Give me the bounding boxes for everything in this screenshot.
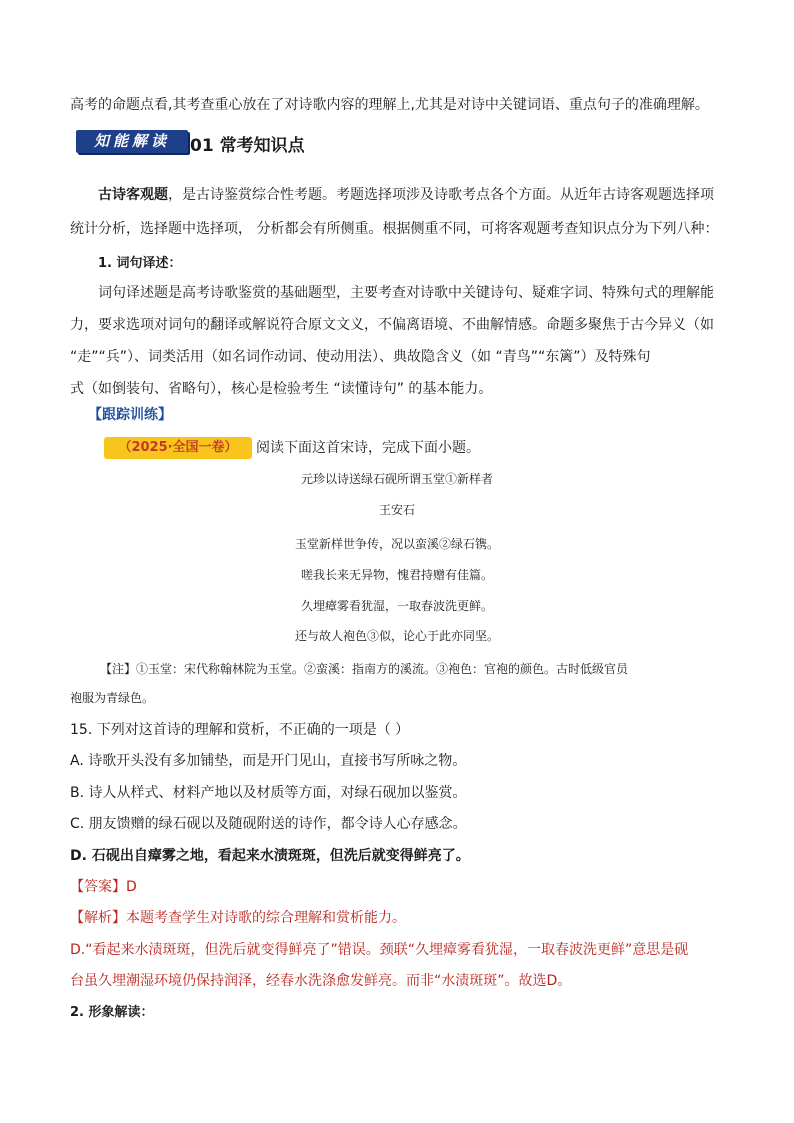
poem-line: 嗟我长来无异物，愧君持赠有佳篇。: [300, 568, 493, 582]
point1-line: 力，要求选项对词句的翻译或解说符合原文文义，不偏离语境、不曲解情感。命题多聚焦于古今异义（如: [70, 317, 714, 333]
answer-label: 【答案】: [70, 879, 126, 895]
source-tag: （2025·全国一卷）: [104, 437, 252, 459]
analysis-line2: 台虽久埋潮湿环境仍保持润泽，经春水洗涤愈发鲜亮。而非“水渍斑斑”。故选D。: [70, 973, 572, 989]
intro-line: 高考的命题点看,其考查重心放在了对诗歌内容的理解上,尤其是对诗中关键词语、重点句子的准确理解。: [70, 97, 709, 113]
poem-author: 王安石: [378, 503, 415, 517]
note-line1: 【注】①玉堂：宋代称翰林院为玉堂。②蛮溪：指南方的溪流。③袍色：官袍的颜色。古时低级官员: [100, 662, 629, 676]
option-b: B. 诗人从样式、材料产地以及材质等方面，对绿石砚加以鉴赏。: [70, 785, 467, 801]
analysis-line1: D.“看起来水渍斑斑，但洗后就变得鲜亮了”错误。颈联“久埋瘴雾看犹湿，一取春波洗更鲜”意思是砚: [70, 942, 689, 958]
poem-line: 久埋瘴雾看犹湿，一取春波洗更鲜。: [300, 599, 493, 613]
point1-line: “走”“兵”）、词类活用（如名词作动词、使动用法）、典故隐含义（如 “青鸟”“东篱”）及特殊句: [70, 349, 651, 365]
analysis-intro-row: [70, 909, 406, 927]
para1-line1: [98, 186, 714, 204]
point1-line: 词句译述题是高考诗歌鉴赏的基础题型，主要考查对诗歌中关键诗句、疑难字词、特殊句式的理解能: [98, 285, 714, 301]
note-line2: 袍服为青绿色。: [70, 691, 155, 705]
option-c: C. 朋友馈赠的绿石砚以及随砚附送的诗作，都令诗人心存感念。: [70, 816, 467, 832]
poem-line: 玉堂新样世争传，况以蛮溪②绿石镌。: [294, 537, 499, 551]
option-a: A. 诗歌开头没有多加铺垫，而是开门见山，直接书写所咏之物。: [70, 753, 467, 769]
para1-line2: 统计分析，选择题中选择项， 分析都会有所侧重。根据侧重不同，可将客观题考查知识点分为下列八种：: [70, 221, 719, 237]
poem-line: 还与故人袍色③似，论心于此亦同坚。: [294, 629, 499, 643]
section-title: 01 常考知识点: [190, 136, 305, 156]
analysis-label: 【解析】: [70, 910, 126, 926]
section-badge: 知能解读: [76, 130, 188, 153]
analysis-intro: 本题考查学生对诗歌的综合理解和赏析能力。: [126, 910, 406, 926]
point1-heading: 1. 词句译述：: [98, 256, 182, 271]
point2-heading: 2. 形象解读：: [70, 1005, 154, 1020]
para1-bold-lead: 古诗客观题: [98, 187, 168, 203]
option-d: D. 石砚出自瘴雾之地，看起来水渍斑斑，但洗后就变得鲜亮了。: [70, 848, 470, 864]
para1-line1-rest: ，是古诗鉴赏综合性考题。考题选择项涉及诗歌考点各个方面。从近年古诗客观题选择项: [168, 187, 714, 203]
question-intro: 阅读下面这首宋诗，完成下面小题。: [256, 440, 480, 456]
poem-title: 元珍以诗送绿石砚所谓玉堂①新样者: [300, 472, 493, 486]
question-stem: 15. 下列对这首诗的理解和赏析，不正确的一项是（ ）: [70, 722, 410, 738]
point1-line: 式（如倒装句、省略句），核心是检验考生 “读懂诗句” 的基本能力。: [70, 381, 493, 397]
training-label: 【跟踪训练】: [88, 407, 172, 423]
answer-row: [70, 878, 137, 896]
answer-value: D: [126, 879, 137, 895]
